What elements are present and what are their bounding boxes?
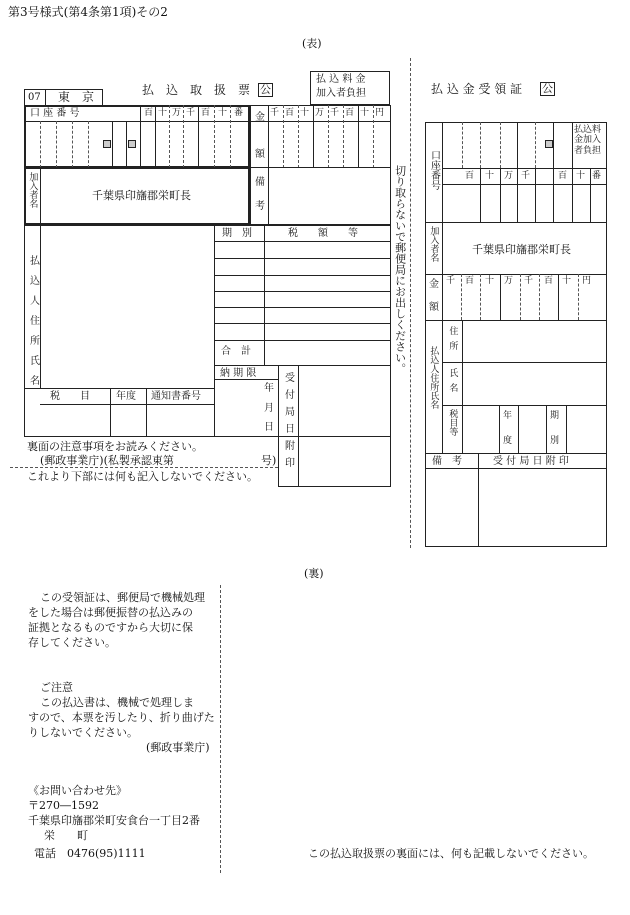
account-label: 口 座 番 号: [30, 108, 80, 119]
contact-town: 栄 町: [44, 829, 88, 842]
slip-title: 払 込 取 扱 票: [142, 83, 251, 97]
note-1: 裏面の注意事項をお読みください。: [27, 440, 203, 453]
digit-man: 万: [172, 108, 182, 118]
digit-hyaku2: 百: [201, 108, 211, 118]
note-2-end: 号): [261, 454, 277, 467]
r-amt-man: 万: [504, 276, 514, 286]
r-amt-hyaku2: 百: [544, 276, 554, 286]
back-p1-line4: 存してください。: [28, 636, 116, 649]
amt-man: 万: [315, 108, 325, 118]
noukigen-label: 納 期 限: [220, 368, 257, 379]
note-3: これより下部には何も記入しないでください。: [27, 470, 258, 483]
receipt-kou: 公: [542, 82, 553, 95]
r-amt-sen: 千: [446, 276, 456, 286]
hi-label: 日: [264, 422, 274, 433]
r-digit-sen: 千: [521, 171, 531, 181]
r-digit-hyaku: 百: [465, 171, 475, 181]
amt-hyaku2: 百: [345, 108, 355, 118]
back-label: (裏): [304, 567, 324, 580]
amt-hyaku: 百: [285, 108, 295, 118]
fee-line1: 払 込 料 金: [316, 74, 366, 85]
bureau: 東 京: [58, 90, 95, 104]
cut-instruction: 切り取らないで郵便局にお出しください。: [393, 165, 407, 374]
r-amt-en: 円: [582, 276, 592, 286]
r-digit-man: 万: [504, 171, 514, 181]
receipt-betsu: 別: [550, 436, 560, 446]
digit-hyaku: 百: [144, 108, 154, 118]
caution-line2: すので、本票を汚したり、折り曲げた: [28, 711, 215, 724]
caution-line3: りしないでください。: [28, 726, 138, 739]
amt-en: 円: [375, 108, 385, 118]
receipt-gaku: 額: [429, 302, 439, 313]
amt-sen2: 千: [330, 108, 340, 118]
note-2: (郵政事業庁)(私製承認東第: [40, 454, 174, 467]
digit-juu: 十: [158, 108, 168, 118]
receipt-biko: 備 考: [432, 456, 462, 467]
contact-title: 《お問い合わせ先》: [28, 784, 127, 797]
receipt-uketsuke: 受 付 局 日 附 印: [493, 456, 569, 467]
digit-juu2: 十: [218, 108, 228, 118]
r-digit-juu2: 十: [576, 171, 586, 181]
receipt-subscriber: 千葉県印旛郡栄町長: [472, 243, 571, 256]
code: 07: [28, 92, 41, 103]
receipt-title: 払 込 金 受 領 証: [431, 82, 523, 96]
nendo-header: 年度: [116, 391, 136, 402]
caution-title: ご注意: [40, 681, 73, 694]
zeimoku-header: 税 目: [50, 391, 90, 402]
caution-line1: この払込書は、機械で処理しま: [40, 696, 194, 709]
r-amt-juu: 十: [485, 276, 495, 286]
r-amt-juu2: 十: [562, 276, 572, 286]
receipt-ki: 期: [550, 411, 560, 421]
r-amt-sen2: 千: [524, 276, 534, 286]
amt-juu: 十: [300, 108, 310, 118]
receipt-account-label: 口座番号: [428, 150, 440, 190]
front-label: (表): [302, 37, 322, 50]
digit-sen: 千: [186, 108, 196, 118]
receipt-subscriber-label: 加入者名: [428, 226, 439, 262]
receipt-payer-label: 払込人住所氏名: [428, 346, 439, 409]
kin-label: 金: [255, 112, 265, 123]
fee-line2: 加入者負担: [316, 88, 366, 99]
form-title: 第3号様式(第4条第1項)その2: [8, 5, 168, 19]
goukei-label: 合 計: [221, 346, 251, 357]
r-digit-hyaku2: 百: [558, 171, 568, 181]
digit-ban: 番: [234, 108, 244, 118]
r-digit-juu: 十: [485, 171, 495, 181]
biko-label: 備考: [252, 176, 264, 224]
back-p1-line2: をした場合は郵便振替の払込みの: [28, 606, 193, 619]
receipt-kin: 金: [429, 279, 439, 290]
kibetsu-header: 期 別: [222, 228, 252, 239]
payer-label: 払込人住所氏名: [27, 255, 39, 395]
r-amt-hyaku: 百: [465, 276, 475, 286]
nen-label: 年: [264, 383, 274, 394]
back-right-note: この払込取扱票の裏面には、何も記載しないでください。: [308, 847, 594, 860]
receipt-do: 度: [503, 436, 513, 446]
tsuki-label: 月: [264, 403, 274, 414]
agency: (郵政事業庁): [146, 741, 210, 754]
subscriber-label: 加入者名: [27, 172, 38, 208]
receipt-fee: 払込料金加入者負担: [574, 125, 602, 156]
r-digit-ban: 番: [592, 171, 602, 181]
tsuchisho-header: 通知書番号: [151, 391, 201, 402]
receipt-zeimoku: 税目等: [447, 409, 458, 436]
zeigaku-header: 税 額 等: [288, 228, 358, 239]
subscriber-name: 千葉県印旛郡栄町長: [92, 189, 191, 202]
amt-juu2: 十: [360, 108, 370, 118]
contact-tel: 電話 0476(95)1111: [34, 847, 146, 860]
uketsuke-label: 受付局日附印: [282, 372, 294, 474]
receipt-jusho: 住所: [447, 326, 458, 356]
amt-sen: 千: [270, 108, 280, 118]
contact-address: 千葉県印旛郡栄町安食台一丁目2番: [28, 814, 200, 827]
back-p1-line3: 証拠となるものですから大切に保: [28, 621, 193, 634]
back-p1-line1: この受領証は、郵便局で機械処理: [40, 591, 205, 604]
kou-stamp: 公: [260, 83, 271, 96]
receipt-nen: 年: [503, 411, 513, 421]
receipt-shimei: 氏名: [447, 368, 458, 398]
gaku-label: 額: [255, 149, 265, 160]
contact-postal: 〒270―1592: [28, 799, 99, 812]
